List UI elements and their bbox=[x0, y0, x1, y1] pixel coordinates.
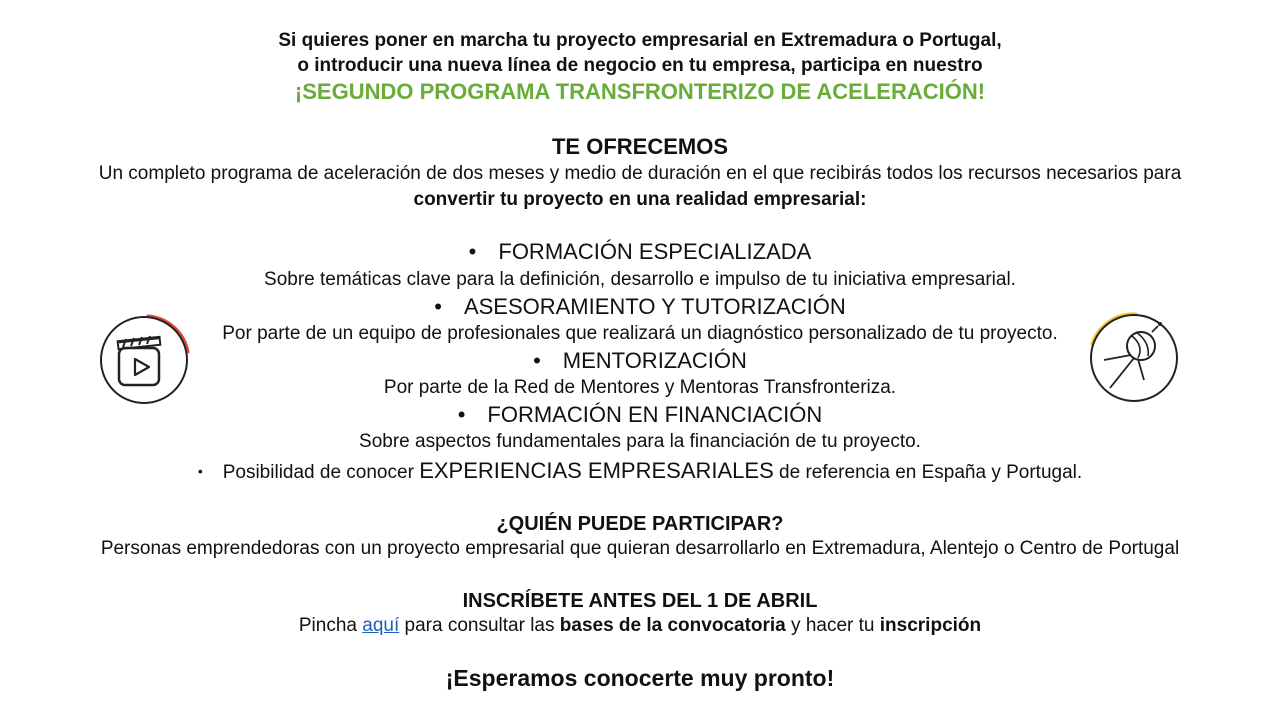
offer-last-item bbox=[0, 459, 1280, 484]
last-item-post: de referencia en España y Portugal. bbox=[773, 462, 1083, 483]
register-mid-2: y hacer tu bbox=[785, 615, 880, 636]
register-bold-1: bases de la convocatoria bbox=[559, 615, 786, 636]
register-pre: Pincha bbox=[298, 615, 363, 636]
offer-item-title-text: FORMACIÓN ESPECIALIZADA bbox=[498, 239, 812, 264]
closing-message: ¡Esperamos conocerte muy pronto! bbox=[445, 665, 835, 691]
offer-item-title-text: FORMACIÓN EN FINANCIACIÓN bbox=[487, 402, 823, 427]
register-heading: INSCRÍBETE ANTES DEL 1 DE ABRIL bbox=[462, 590, 818, 612]
offer-heading: TE OFRECEMOS bbox=[551, 134, 728, 159]
last-item-emph: EXPERIENCIAS EMPRESARIALES bbox=[419, 458, 774, 483]
bullet-icon: • bbox=[457, 402, 466, 427]
satellite-icon bbox=[1086, 310, 1182, 406]
offer-item-desc: Sobre aspectos fundamentales para la financiación de tu proyecto. bbox=[359, 431, 921, 452]
offer-desc-line-1: Un completo programa de aceleración de dos meses y medio de duración en el que recibirás todos los recursos necesarios para bbox=[98, 163, 1182, 184]
intro-line-2: o introducir una nueva línea de negocio en tu empresa, participa en nuestro bbox=[297, 55, 983, 76]
offer-item-title-text: MENTORIZACIÓN bbox=[562, 348, 747, 373]
offer-item-desc: Sobre temáticas clave para la definición, desarrollo e impulso de tu iniciativa empresarial. bbox=[264, 269, 1016, 290]
video-clapperboard-icon bbox=[96, 312, 192, 408]
register-mid: para consultar las bbox=[399, 615, 560, 636]
last-item-pre: Posibilidad de conocer bbox=[222, 462, 420, 483]
bullet-icon: • bbox=[533, 348, 541, 373]
offer-item-title-text: ASESORAMIENTO Y TUTORIZACIÓN bbox=[463, 294, 846, 319]
bullet-icon: • bbox=[197, 463, 203, 479]
offer-item-title bbox=[0, 240, 1280, 264]
register-bold-2: inscripción bbox=[879, 615, 982, 636]
register-line bbox=[0, 616, 1280, 637]
program-highlight: ¡SEGUNDO PROGRAMA TRANSFRONTERIZO DE ACELERACIÓN! bbox=[294, 79, 986, 104]
offer-item-desc: Por parte de un equipo de profesionales que realizará un diagnóstico personalizado de tu proyecto. bbox=[222, 323, 1058, 344]
register-link[interactable]: aquí bbox=[362, 615, 400, 636]
bullet-icon: • bbox=[434, 294, 442, 319]
offer-item-desc: Por parte de la Red de Mentores y Mentoras Transfronteriza. bbox=[383, 377, 897, 398]
bullet-icon: • bbox=[468, 239, 477, 264]
offer-item-title bbox=[0, 403, 1280, 427]
who-text: Personas emprendedoras con un proyecto empresarial que quieran desarrollarlo en Extremadura, Alentejo o Centro de Portugal bbox=[100, 538, 1180, 559]
offer-desc-line-2: convertir tu proyecto en una realidad empresarial: bbox=[413, 189, 867, 210]
intro-line-1: Si quieres poner en marcha tu proyecto empresarial en Extremadura o Portugal, bbox=[278, 30, 1002, 51]
who-heading: ¿QUIÉN PUEDE PARTICIPAR? bbox=[496, 513, 784, 535]
